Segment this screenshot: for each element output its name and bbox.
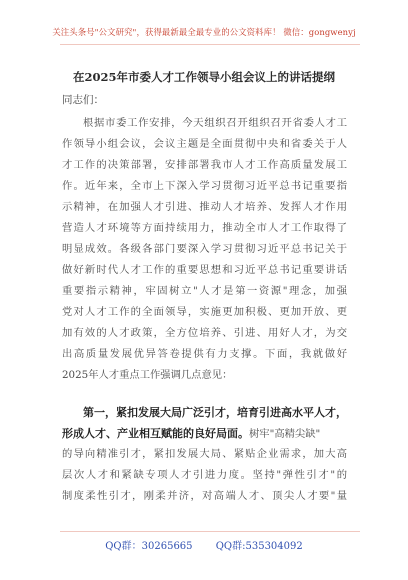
text-line: 重要指示精神，牢固树立"人才是第一资源"理念，加强 [62,285,347,297]
footer-divider [60,531,360,532]
text-line: 加有效的人才政策，全方位培养、引进、用好人才，为交 [62,327,347,339]
header-divider [60,44,360,45]
text-line: 作。近年来，全市上下深入学习贯彻习近平总书记重要指 [62,180,347,192]
text-line: 2025年人才重点工作强调几点意见： [62,369,233,381]
text-line: 根据市委工作安排，今天组织召开组织召开省委人才工 [83,117,347,129]
text-line: 营造人才环境等方面持续用力，推动全市人才工作取得了 [62,222,347,234]
paragraph-first-point [62,402,347,507]
text-line: 明显成效。各级各部门要深入学习贯彻习近平总书记关于 [62,243,347,255]
text-line: 做好新时代人才工作的重要思想和习近平总书记重要讲话 [62,264,347,276]
text-line: 层次人才和紧缺专项人才引进力度。坚持"弹性引才"的 [62,469,347,481]
section-heading-line: 第一，紧扣发展大局广泛引才，培育引进高水平人才， [83,406,347,419]
text-line: 的导向精准引才，紧扣发展大局、紧贴企业需求，加大高 [62,448,347,460]
document-title: 在2025年市委人才工作领导小组会议上的讲话提纲 [72,70,335,84]
greeting: 同志们： [62,94,104,106]
qq-group-2: QQ群:535304092 [215,541,303,552]
qq-group-1: QQ群：30265665 [105,541,193,552]
text-line: 作领导小组会议，会议主题是全面贯彻中央和省委关于人 [62,138,347,150]
header-banner: 关注头条号"公文研究"，获得最新最全最专业的公文资料库！ 微信：gongwenyj [52,27,356,37]
text-line-mixed [62,423,347,444]
text-line: 制度柔性引才，刚柔并济，对高端人才、顶尖人才要"量 [62,490,347,502]
paragraph-intro [62,113,347,386]
footer [0,537,408,552]
text-line: 示精神，在加强人才引进、推动人才培养、发挥人才作用 [62,201,347,213]
text-span: 树牢"高精尖缺" [249,428,321,440]
text-line: 出高质量发展优异答卷提供有力支撑。下面，我就做好 [62,348,347,360]
section-heading-text: 形成人才、产业相互赋能的良好局面。 [62,427,249,440]
text-line: 才工作的决策部署，安排部署我市人才工作高质量发展工 [62,159,347,171]
text-line: 党对人才工作的全面领导，实施更加积极、更加开放、更 [62,306,347,318]
